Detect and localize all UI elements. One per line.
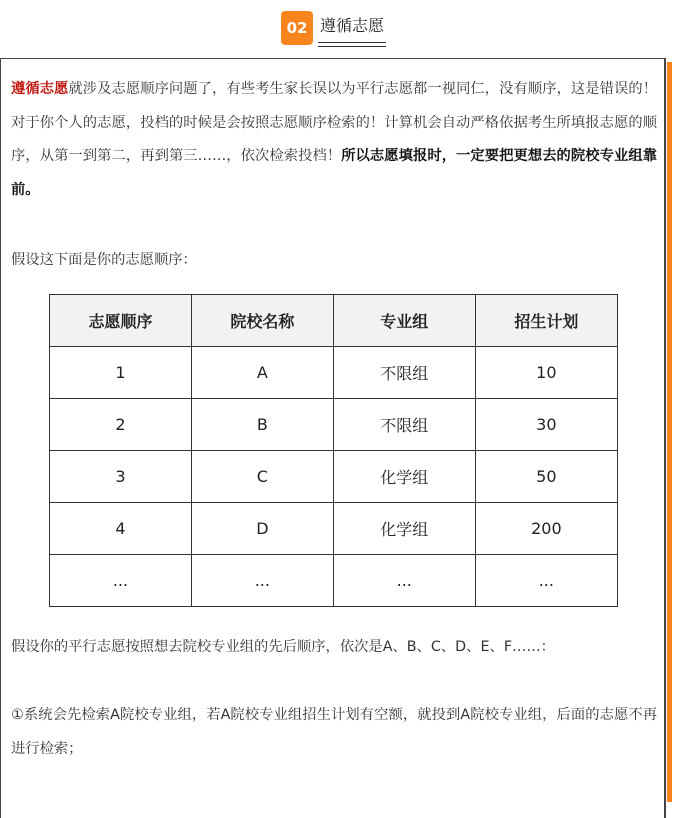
section-number-badge: 02 [281, 11, 313, 45]
step1-paragraph: ①系统会先检索A院校专业组，若A院校专业组招生计划有空额，就投到A院校专业组，后面的志愿不再进行检索； [11, 707, 657, 757]
title-underline-2 [318, 46, 386, 47]
table-cell: 3 [50, 451, 192, 503]
table-cell: 1 [50, 347, 192, 399]
table-row [50, 399, 618, 451]
table-cell: ... [191, 555, 333, 607]
table-cell: D [191, 503, 333, 555]
table-cell: 不限组 [333, 399, 475, 451]
table-cell: ... [50, 555, 192, 607]
table-cell: ... [333, 555, 475, 607]
table-cell: A [191, 347, 333, 399]
col-header-plan: 招生计划 [475, 295, 617, 347]
intro-bold-text: 所以志愿填报时，一定要把更想去的院校专业组靠前。 [11, 148, 658, 199]
table-cell: 化学组 [333, 503, 475, 555]
table-row [50, 451, 618, 503]
table-cell: 30 [475, 399, 617, 451]
table-row [50, 555, 618, 607]
intro-paragraph [11, 73, 657, 208]
table-cell: 不限组 [333, 347, 475, 399]
table-cell: 10 [475, 347, 617, 399]
table-cell: B [191, 399, 333, 451]
section-title: 遵循志愿 [320, 16, 385, 35]
table-cell: ... [475, 555, 617, 607]
table-cell: 50 [475, 451, 617, 503]
intro-text: 就涉及志愿顺序问题了，有些考生家长误以为平行志愿都一视同仁，没有顺序，这是错误的！对于你个人的志愿，投档的时候是会按照志愿顺序检索的！计算机会自动严格依据考生所填报志愿的顺序，从第一到第二，再到第三……，依次检索投档！ [11, 81, 658, 165]
table-header-row [50, 295, 618, 347]
table-cell: 4 [50, 503, 192, 555]
col-header-group: 专业组 [333, 295, 475, 347]
side-accent-bar [667, 62, 672, 802]
col-header-school: 院校名称 [191, 295, 333, 347]
section-header [0, 0, 683, 58]
table-cell: 化学组 [333, 451, 475, 503]
table-row [50, 347, 618, 399]
table-cell: C [191, 451, 333, 503]
table-cell: 2 [50, 399, 192, 451]
table-row [50, 503, 618, 555]
volunteer-order-table [49, 294, 618, 607]
intro-highlight: 遵循志愿 [11, 81, 69, 97]
assume-paragraph: 假设这下面是你的志愿顺序： [11, 252, 197, 268]
col-header-order: 志愿顺序 [50, 295, 192, 347]
order-paragraph: 假设你的平行志愿按照想去院校专业组的先后顺序，依次是A、B、C、D、E、F……： [11, 639, 555, 655]
table-cell: 200 [475, 503, 617, 555]
title-underline [318, 42, 386, 43]
